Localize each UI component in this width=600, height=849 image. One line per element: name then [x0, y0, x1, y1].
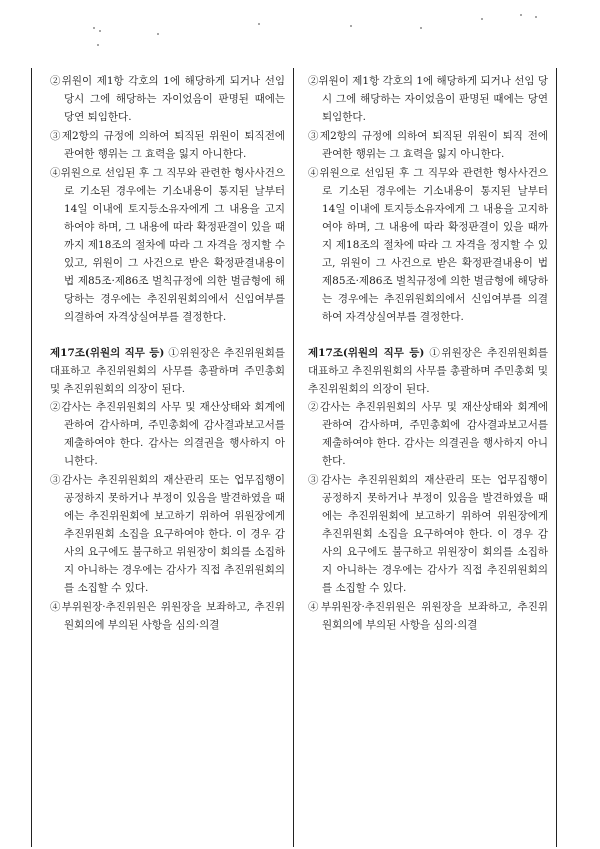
left-sec1-para-2: ②위원이 제1항 각호의 1에 해당하게 되거나 선임 당시 그에 해당하는 자이었음이 판명된 때에는 당연 퇴임한다.: [50, 75, 285, 123]
right-sec2-para-4: ④부위원장·추진위원은 위원장을 보좌하고, 추진위원회의에 부의된 사항을 심의·의결: [308, 601, 548, 631]
left-sec1-para-4: ④위원으로 선임된 후 그 직무와 관련한 형사사건으로 기소된 경우에는 기소내용이 통지된 날부터 14일 이내에 토지등소유자에게 그 내용을 고지하여야 하며, 그 내용에 따라 확정판결이 있을 때까지 제18조의 절차에 따라 그 자격을 정지할 수 있고, 위원이 그 사건으로 받은 확정판결내용이 법 제85조·제86조 벌칙규정에 의한 벌금형에 해당하는 경우에는 추진위원회의에서 신임여부를 의결하여 자격상실여부를 결정한다.: [50, 167, 285, 323]
left-column: [32, 68, 294, 847]
left-article-17-para-1: ①위원장은 추진위원회를 대표하고 추진위원회의 사무를 총괄하며 주민총회 및 추진위원회의 의장이 된다.: [50, 347, 285, 395]
right-sec1-para-2: ②위원이 제1항 각호의 1에 해당하게 되거나 선임 당시 그에 해당하는 자이었음이 판명된 때에는 당연 퇴임한다.: [308, 75, 548, 123]
right-article-17-heading: 제17조(위원의 직무 등): [308, 347, 425, 359]
right-column: [294, 68, 556, 847]
left-sec2-para-4: ④부위원장·추진위원은 위원장을 보좌하고, 추진위원회의에 부의된 사항을 심의·의결: [50, 601, 285, 631]
right-sec1-para-4: ④위원으로 선임된 후 그 직무와 관련한 형사사건으로 기소된 경우에는 기소내용이 통지된 날부터 14일 이내에 토지등소유자에게 그 내용을 고지하여야 하며, 그 내용에 따라 확정판결이 있을 때까지 제18조의 절차에 따라 그 자격을 정지할 수 있고, 위원이 그 사건으로 받은 확정판결내용이 법 제85조·제86조 벌칙규정에 의한 벌금형에 해당하는 경우에는 추진위원회의에서 신임여부를 의결하여 자격상실여부를 결정한다.: [308, 167, 548, 323]
left-sec2-para-2: ②감사는 추진위원회의 사무 및 재산상태와 회계에 관하여 감사하며, 주민총회에 감사결과보고서를 제출하여야 한다. 감사는 의결권을 행사하지 아니한다.: [50, 401, 285, 467]
right-article-17-para-1: ①위원장은 추진위원회를 대표하고 추진위원회의 사무를 총괄하며 주민총회 및 추진위원회의 의장이 된다.: [308, 347, 548, 395]
left-sec1-para-3: ③제2항의 규정에 의하여 퇴직된 위원이 퇴직전에 관여한 행위는 그 효력을 잃지 아니한다.: [50, 130, 285, 160]
right-sec1-para-3: ③제2항의 규정에 의하여 퇴직된 위원이 퇴직 전에 관여한 행위는 그 효력을 잃지 아니한다.: [308, 130, 548, 160]
right-article-17: [308, 344, 548, 398]
right-sec2-para-3: ③감사는 추진위원회의 재산관리 또는 업무집행이 공정하지 못하거나 부정이 있음을 발견하였을 때에는 추진위원회에 보고하기 위하여 위원장에게 추진위원회 소집을 요구하여야 한다. 이 경우 감사의 요구에도 불구하고 위원장이 회의를 소집하지 아니하는 경우에는 감사가 직접 추진위원회의를 소집할 수 있다.: [308, 474, 548, 594]
left-article-17: [50, 344, 285, 398]
left-sec2-para-3: ③감사는 추진위원회의 재산관리 또는 업무집행이 공정하지 못하거나 부정이 있음을 발견하였을 때에는 추진위원회에 보고하기 위하여 위원장에게 추진위원회 소집을 요구하여야 한다. 이 경우 감사의 요구에도 불구하고 위원장이 회의를 소집하지 아니하는 경우에는 감사가 직접 추진위원회의를 소집할 수 있다.: [50, 474, 285, 594]
comparison-table: [31, 68, 557, 847]
left-article-17-heading: 제17조(위원의 직무 등): [50, 347, 165, 359]
right-sec2-para-2: ②감사는 추진위원회의 사무 및 재산상태와 회계에 관하여 감사하며, 주민총회에 감사결과보고서를 제출하여야 한다. 감사는 의결권을 행사하지 아니한다.: [308, 401, 548, 467]
